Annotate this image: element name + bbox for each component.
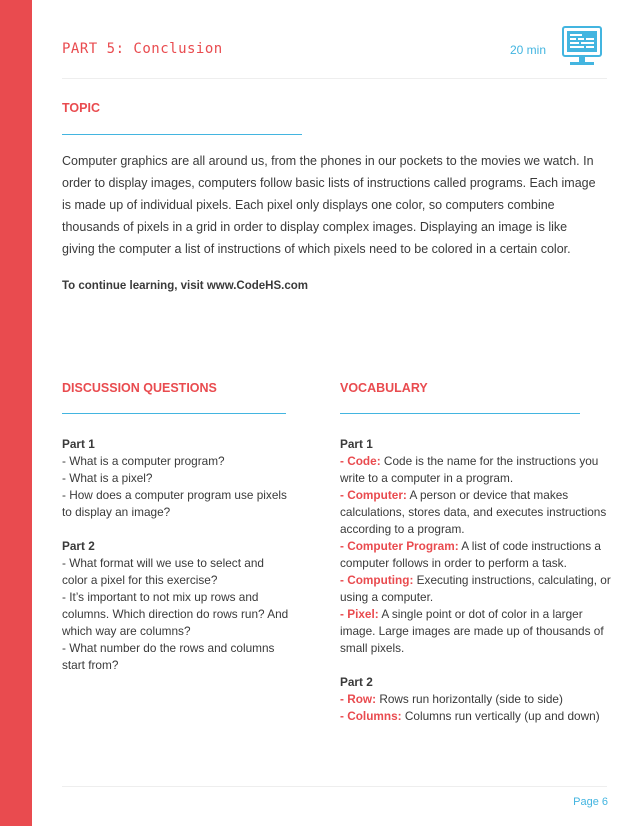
- continue-learning-text: To continue learning, visit www.CodeHS.com: [62, 280, 308, 292]
- discussion-part1-heading: Part 1: [62, 437, 95, 451]
- discussion-question: - What is a computer program?: [62, 454, 225, 468]
- discussion-column: [62, 436, 292, 674]
- discussion-underline: [62, 413, 286, 414]
- vocabulary-term: - Columns:: [340, 709, 402, 723]
- vocabulary-definition: A list of code instructions a computer follows in order to perform a task.: [340, 539, 601, 570]
- header-divider: [62, 78, 607, 79]
- vocabulary-definition: A person or device that makes calculations, stores data, and executes instructions according to a program.: [340, 488, 607, 536]
- discussion-question: - It’s important to not mix up rows and columns. Which direction do rows run? And which way are columns?: [62, 590, 289, 638]
- page-number: Page 6: [573, 796, 608, 808]
- vocabulary-definition: A single point or dot of color in a larger image. Large images are made up of thousands of small pixels.: [340, 607, 604, 655]
- vocabulary-column: [340, 436, 615, 725]
- part-title: PART 5: Conclusion: [62, 41, 223, 57]
- duration-label: 20 min: [509, 43, 546, 57]
- vocabulary-entry: [340, 708, 615, 725]
- vocabulary-term: - Pixel:: [340, 607, 379, 621]
- vocabulary-term: - Computer:: [340, 488, 407, 502]
- vocabulary-underline: [340, 413, 580, 414]
- vocabulary-heading: VOCABULARY: [340, 381, 428, 395]
- discussion-heading: DISCUSSION QUESTIONS: [62, 381, 217, 395]
- vocabulary-part1-heading: Part 1: [340, 437, 373, 451]
- vocabulary-part2-heading: Part 2: [340, 675, 373, 689]
- discussion-question: - What is a pixel?: [62, 471, 153, 485]
- vocabulary-entry: [340, 538, 615, 572]
- topic-paragraph: Computer graphics are all around us, from the phones in our pockets to the movies we watch. In order to display images, computers follow basic lists of instructions called programs. Each image is made up of individual pixels. Each pixel only displays one color, so computers combine thousands of pixels in a grid in order to display complex images. Displaying an image is like giving the computer a list of instructions of which pixels need to be colored in a certain color.: [62, 154, 596, 256]
- vocabulary-definition: Executing instructions, calculating, or using a computer.: [340, 573, 611, 604]
- vocabulary-entry: [340, 572, 615, 606]
- vocabulary-definition: Columns run vertically (up and down): [404, 709, 600, 723]
- discussion-question: - What format will we use to select and color a pixel for this exercise?: [62, 556, 264, 587]
- discussion-part2-heading: Part 2: [62, 539, 95, 553]
- discussion-question: - How does a computer program use pixels to display an image?: [62, 488, 287, 519]
- vocabulary-definition: Rows run horizontally (side to side): [379, 692, 563, 706]
- discussion-question: - What number do the rows and columns start from?: [62, 641, 275, 672]
- vocabulary-entry: [340, 453, 615, 487]
- computer-monitor-icon: [562, 26, 602, 68]
- vocabulary-definition: Code is the name for the instructions you write to a computer in a program.: [340, 454, 599, 485]
- vocabulary-entry: [340, 487, 615, 538]
- topic-underline: [62, 134, 302, 135]
- vocabulary-term: - Computing:: [340, 573, 414, 587]
- footer-divider: [62, 786, 607, 787]
- vocabulary-term: - Computer Program:: [340, 539, 459, 553]
- vocabulary-term: - Row:: [340, 692, 377, 706]
- side-accent-bar: [0, 0, 32, 826]
- vocabulary-entry: [340, 606, 615, 657]
- vocabulary-entry: [340, 691, 615, 708]
- topic-heading: TOPIC: [62, 101, 100, 115]
- vocabulary-term: - Code:: [340, 454, 381, 468]
